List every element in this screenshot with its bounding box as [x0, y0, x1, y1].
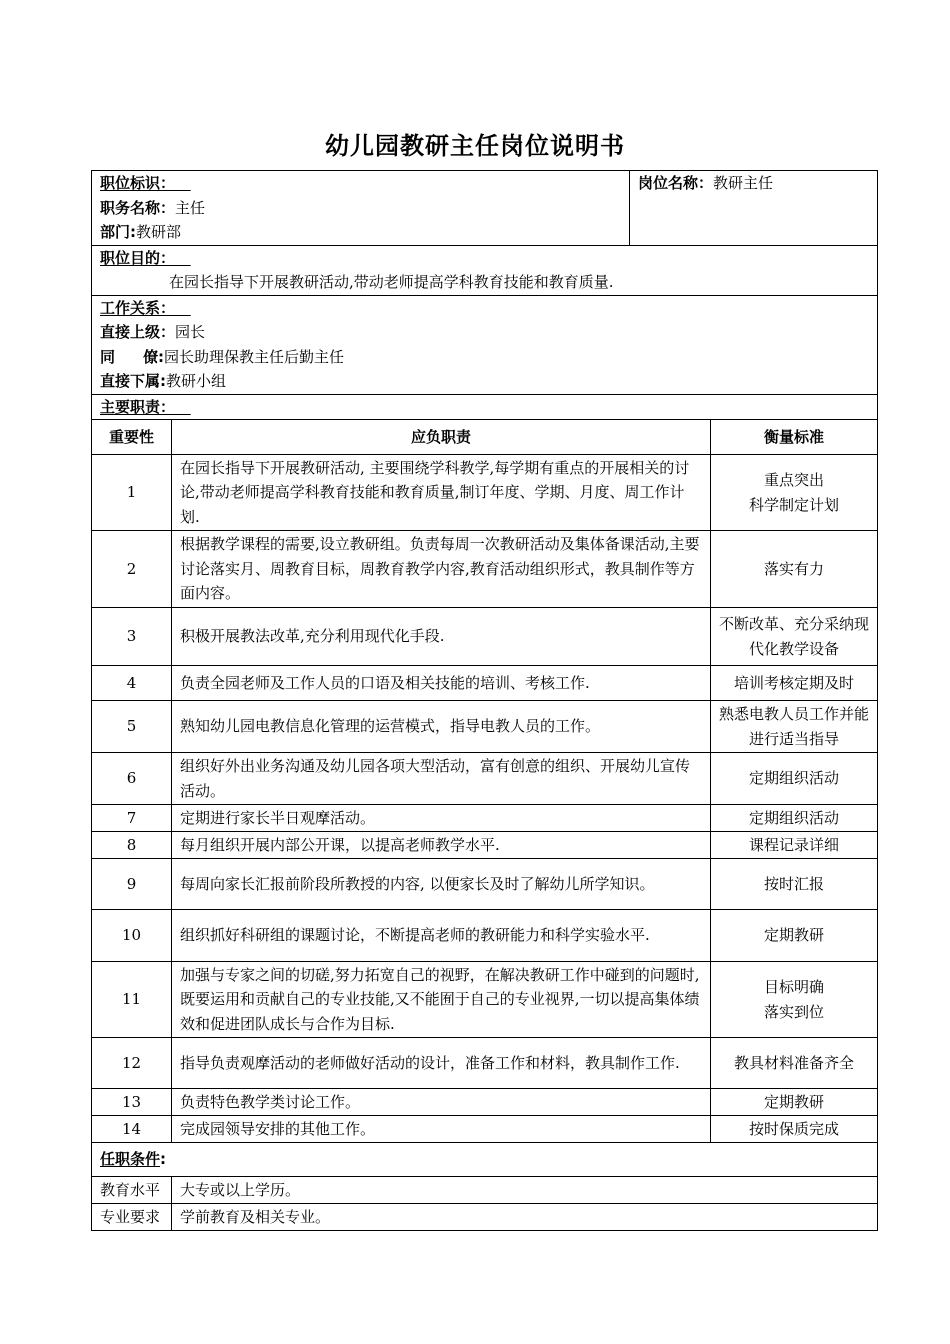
purpose-cell [92, 245, 878, 295]
post-name-label: 岗位名称： [638, 174, 714, 192]
duty-importance: 12 [92, 1038, 172, 1089]
duty-row [92, 531, 878, 608]
subordinate-label: 直接下属: [100, 372, 166, 390]
duty-row [92, 1089, 878, 1116]
peer-label-a: 同 [100, 347, 116, 366]
subordinate-value: 教研小组 [166, 372, 227, 390]
duty-importance: 5 [92, 701, 172, 753]
superior-value: 园长 [175, 323, 206, 341]
duty-text: 指导负责观摩活动的老师做好活动的设计，准备工作和材料，教具制作工作. [172, 1038, 711, 1089]
position-title-label: 职务名称： [100, 198, 176, 217]
requirements-label: 任职条件 [100, 1150, 161, 1169]
duty-row [92, 608, 878, 666]
duty-importance: 1 [92, 455, 172, 531]
duty-standard: 定期组织活动 [711, 753, 878, 805]
duty-text: 每月组织开展内部公开课，以提高老师教学水平. [172, 832, 711, 859]
duties-label-cell [92, 394, 878, 420]
department-value: 教研部 [136, 223, 182, 241]
duties-body [92, 455, 878, 1143]
duty-row [92, 666, 878, 701]
duty-importance: 6 [92, 753, 172, 805]
relations-label: 工作关系： [100, 298, 176, 317]
duty-text: 组织好外出业务沟通及幼儿园各项大型活动，富有创意的组织、开展幼儿宣传活动。 [172, 753, 711, 805]
duties-label: 主要职责： [100, 397, 176, 416]
requirement-value: 学前教育及相关专业。 [172, 1204, 878, 1231]
department-label: 部门: [100, 223, 136, 241]
duty-row [92, 1038, 878, 1089]
duty-standard: 培训考核定期及时 [711, 666, 878, 701]
duty-importance: 8 [92, 832, 172, 859]
duty-standard: 落实有力 [711, 531, 878, 608]
identity-row [92, 171, 878, 246]
duty-standard: 重点突出 科学制定计划 [711, 455, 878, 531]
duty-standard: 课程记录详细 [711, 832, 878, 859]
duty-text: 加强与专家之间的切磋,努力拓宽自己的视野，在解决教研工作中碰到的问题时,既要运用和贡献自己的专业技能,又不能囿于自己的专业视界,一切以提高集体绩效和促进团队成长与合作为目标. [172, 962, 711, 1038]
duty-row [92, 832, 878, 859]
duty-text: 组织抓好科研组的课题讨论，不断提高老师的教研能力和科学实验水平. [172, 910, 711, 962]
requirements-label-cell [92, 1143, 878, 1177]
header-importance: 重要性 [92, 420, 172, 455]
requirement-name: 教育水平 [92, 1177, 172, 1204]
requirement-row [92, 1204, 878, 1231]
duty-text: 积极开展教法改革,充分利用现代化手段. [172, 608, 711, 666]
duty-row [92, 1116, 878, 1143]
duty-row [92, 962, 878, 1038]
header-standard: 衡量标准 [711, 420, 878, 455]
duty-text: 负责特色教学类讨论工作。 [172, 1089, 711, 1116]
duty-standard: 定期教研 [711, 910, 878, 962]
requirement-name: 专业要求 [92, 1204, 172, 1231]
duty-importance: 2 [92, 531, 172, 608]
identity-left-cell [92, 171, 630, 246]
duty-text: 熟知幼儿园电教信息化管理的运营模式，指导电教人员的工作。 [172, 701, 711, 753]
identity-section-label: 职位标识： [100, 174, 176, 192]
duty-row [92, 455, 878, 531]
identity-right-cell [630, 171, 878, 246]
duty-row [92, 701, 878, 753]
page-title: 幼儿园教研主任岗位说明书 [325, 132, 625, 160]
duty-importance: 10 [92, 910, 172, 962]
duty-row [92, 753, 878, 805]
duty-standard: 熟悉电教人员工作并能进行适当指导 [711, 701, 878, 753]
duty-standard: 按时保质完成 [711, 1116, 878, 1143]
duty-row [92, 910, 878, 962]
duty-standard: 不断改革、充分采纳现代化教学设备 [711, 608, 878, 666]
superior-label: 直接上级： [100, 323, 176, 341]
position-title-value: 主任 [175, 198, 206, 217]
duty-importance: 14 [92, 1116, 172, 1143]
job-description-table [91, 170, 878, 1231]
duty-text: 根据教学课程的需要,设立教研组。负责每周一次教研活动及集体备课活动,主要讨论落实月、周教育目标，周教育教学内容,教育活动组织形式，教具制作等方面内容。 [172, 531, 711, 608]
duty-standard: 定期组织活动 [711, 805, 878, 832]
purpose-row [92, 245, 878, 295]
purpose-label: 职位目的： [100, 248, 176, 267]
duty-importance: 3 [92, 608, 172, 666]
duty-standard: 目标明确 落实到位 [711, 962, 878, 1038]
duty-importance: 4 [92, 666, 172, 701]
relations-cell [92, 295, 878, 394]
duty-text: 每周向家长汇报前阶段所教授的内容, 以便家长及时了解幼儿所学知识。 [172, 859, 711, 910]
duty-standard: 教具材料准备齐全 [711, 1038, 878, 1089]
requirements-label-suffix: : [160, 1150, 167, 1169]
peer-label-b: 僚: [143, 347, 165, 366]
duty-text: 负责全园老师及工作人员的口语及相关技能的培训、考核工作. [172, 666, 711, 701]
duty-row [92, 805, 878, 832]
duty-importance: 7 [92, 805, 172, 832]
duty-text: 在园长指导下开展教研活动, 主要围绕学科教学,每学期有重点的开展相关的讨论,带动老师提高学科教育技能和教育质量,制订年度、学期、月度、周工作计划. [172, 455, 711, 531]
duty-row [92, 859, 878, 910]
header-duty: 应负职责 [172, 420, 711, 455]
requirement-value: 大专或以上学历。 [172, 1177, 878, 1204]
requirements-body [92, 1143, 878, 1231]
duty-standard: 按时汇报 [711, 859, 878, 910]
purpose-text: 在园长指导下开展教研活动,带动老师提高学科教育技能和教育质量. [169, 273, 614, 291]
duties-label-row [92, 394, 878, 420]
duty-text: 完成园领导安排的其他工作。 [172, 1116, 711, 1143]
duty-importance: 9 [92, 859, 172, 910]
peer-value: 园长助理保教主任后勤主任 [164, 347, 345, 366]
requirement-row [92, 1177, 878, 1204]
duty-standard: 定期教研 [711, 1089, 878, 1116]
requirements-label-row [92, 1143, 878, 1177]
duty-text: 定期进行家长半日观摩活动。 [172, 805, 711, 832]
duty-importance: 13 [92, 1089, 172, 1116]
duty-importance: 11 [92, 962, 172, 1038]
post-name-value: 教研主任 [713, 174, 774, 192]
relations-row [92, 295, 878, 394]
duties-header-row [92, 420, 878, 455]
